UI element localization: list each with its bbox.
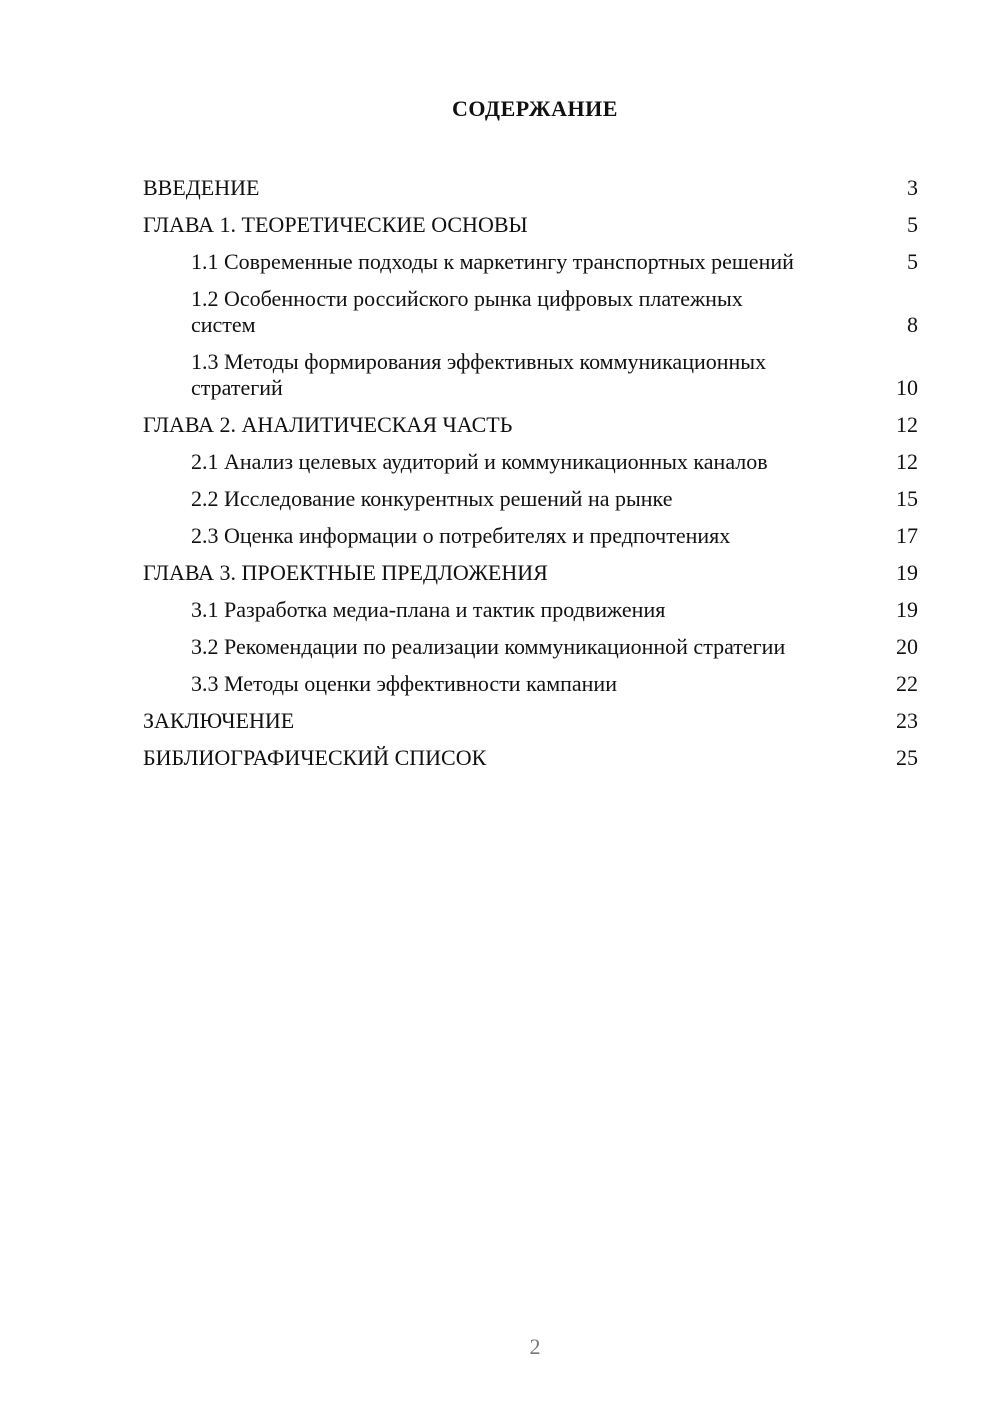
toc-entry-page: 10: [896, 375, 918, 400]
toc-entry-section-1-1[interactable]: [143, 244, 918, 281]
page-number: 2: [529, 1334, 541, 1359]
toc-entry-title: 2.1 Анализ целевых аудиторий и коммуникационных каналов: [191, 449, 768, 474]
toc-entry-title: 1.1 Современные подходы к маркетингу транспортных решений: [191, 249, 794, 274]
toc-entry-page: 3: [907, 175, 918, 200]
toc-entry-page: 25: [896, 745, 918, 770]
toc-entry-page: 5: [907, 249, 918, 274]
toc-entry-page: 5: [907, 212, 918, 237]
toc-entry-title: ГЛАВА 1. ТЕОРЕТИЧЕСКИЕ ОСНОВЫ: [143, 212, 528, 237]
toc-entry-title: ГЛАВА 3. ПРОЕКТНЫЕ ПРЕДЛОЖЕНИЯ: [143, 560, 548, 585]
toc-entry-title: 1.3 Методы формирования эффективных коммуникационных стратегий: [191, 349, 767, 400]
toc-entry-title: ЗАКЛЮЧЕНИЕ: [143, 708, 295, 733]
toc-entry-section-1-2[interactable]: [143, 281, 918, 344]
toc-entry-title: 1.2 Особенности российского рынка цифровых платежных систем: [191, 286, 743, 337]
toc-entry-introduction[interactable]: [143, 170, 918, 207]
toc-entry-chapter-3[interactable]: [143, 555, 918, 592]
toc-entry-section-1-3[interactable]: [143, 344, 918, 407]
toc-entry-title: 3.1 Разработка медиа-плана и тактик продвижения: [191, 597, 666, 622]
toc-entry-page: 8: [907, 312, 918, 337]
toc-entry-page: 12: [896, 449, 918, 474]
toc-entry-conclusion[interactable]: [143, 703, 918, 740]
toc-entry-section-2-3[interactable]: [143, 518, 918, 555]
toc-entry-title: ВВЕДЕНИЕ: [143, 175, 260, 200]
toc-entry-title: 2.2 Исследование конкурентных решений на рынке: [191, 486, 673, 511]
page-title: СОДЕРЖАНИЕ: [452, 96, 618, 121]
toc-entry-section-3-2[interactable]: [143, 629, 918, 666]
toc-entry-title: 3.2 Рекомендации по реализации коммуникационной стратегии: [191, 634, 786, 659]
toc-entry-title: ГЛАВА 2. АНАЛИТИЧЕСКАЯ ЧАСТЬ: [143, 412, 513, 437]
toc-entry-page: 12: [896, 412, 918, 437]
toc-entry-section-3-1[interactable]: [143, 592, 918, 629]
toc-entry-chapter-1[interactable]: [143, 207, 918, 244]
toc-entry-title: 3.3 Методы оценки эффективности кампании: [191, 671, 617, 696]
toc-entry-page: 19: [896, 560, 918, 585]
toc-entry-section-3-3[interactable]: [143, 666, 918, 703]
toc-entry-section-2-2[interactable]: [143, 481, 918, 518]
toc-entry-page: 17: [896, 523, 918, 548]
toc-entry-page: 15: [896, 486, 918, 511]
toc-entry-page: 20: [896, 634, 918, 659]
toc-entry-page: 19: [896, 597, 918, 622]
toc-entry-title: 2.3 Оценка информации о потребителях и предпочтениях: [191, 523, 731, 548]
toc-entry-chapter-2[interactable]: [143, 407, 918, 444]
toc-entry-bibliography[interactable]: [143, 740, 918, 777]
table-of-contents: [143, 170, 918, 777]
toc-entry-page: 23: [896, 708, 918, 733]
toc-entry-section-2-1[interactable]: [143, 444, 918, 481]
toc-entry-page: 22: [896, 671, 918, 696]
toc-entry-title: БИБЛИОГРАФИЧЕСКИЙ СПИСОК: [143, 745, 487, 770]
